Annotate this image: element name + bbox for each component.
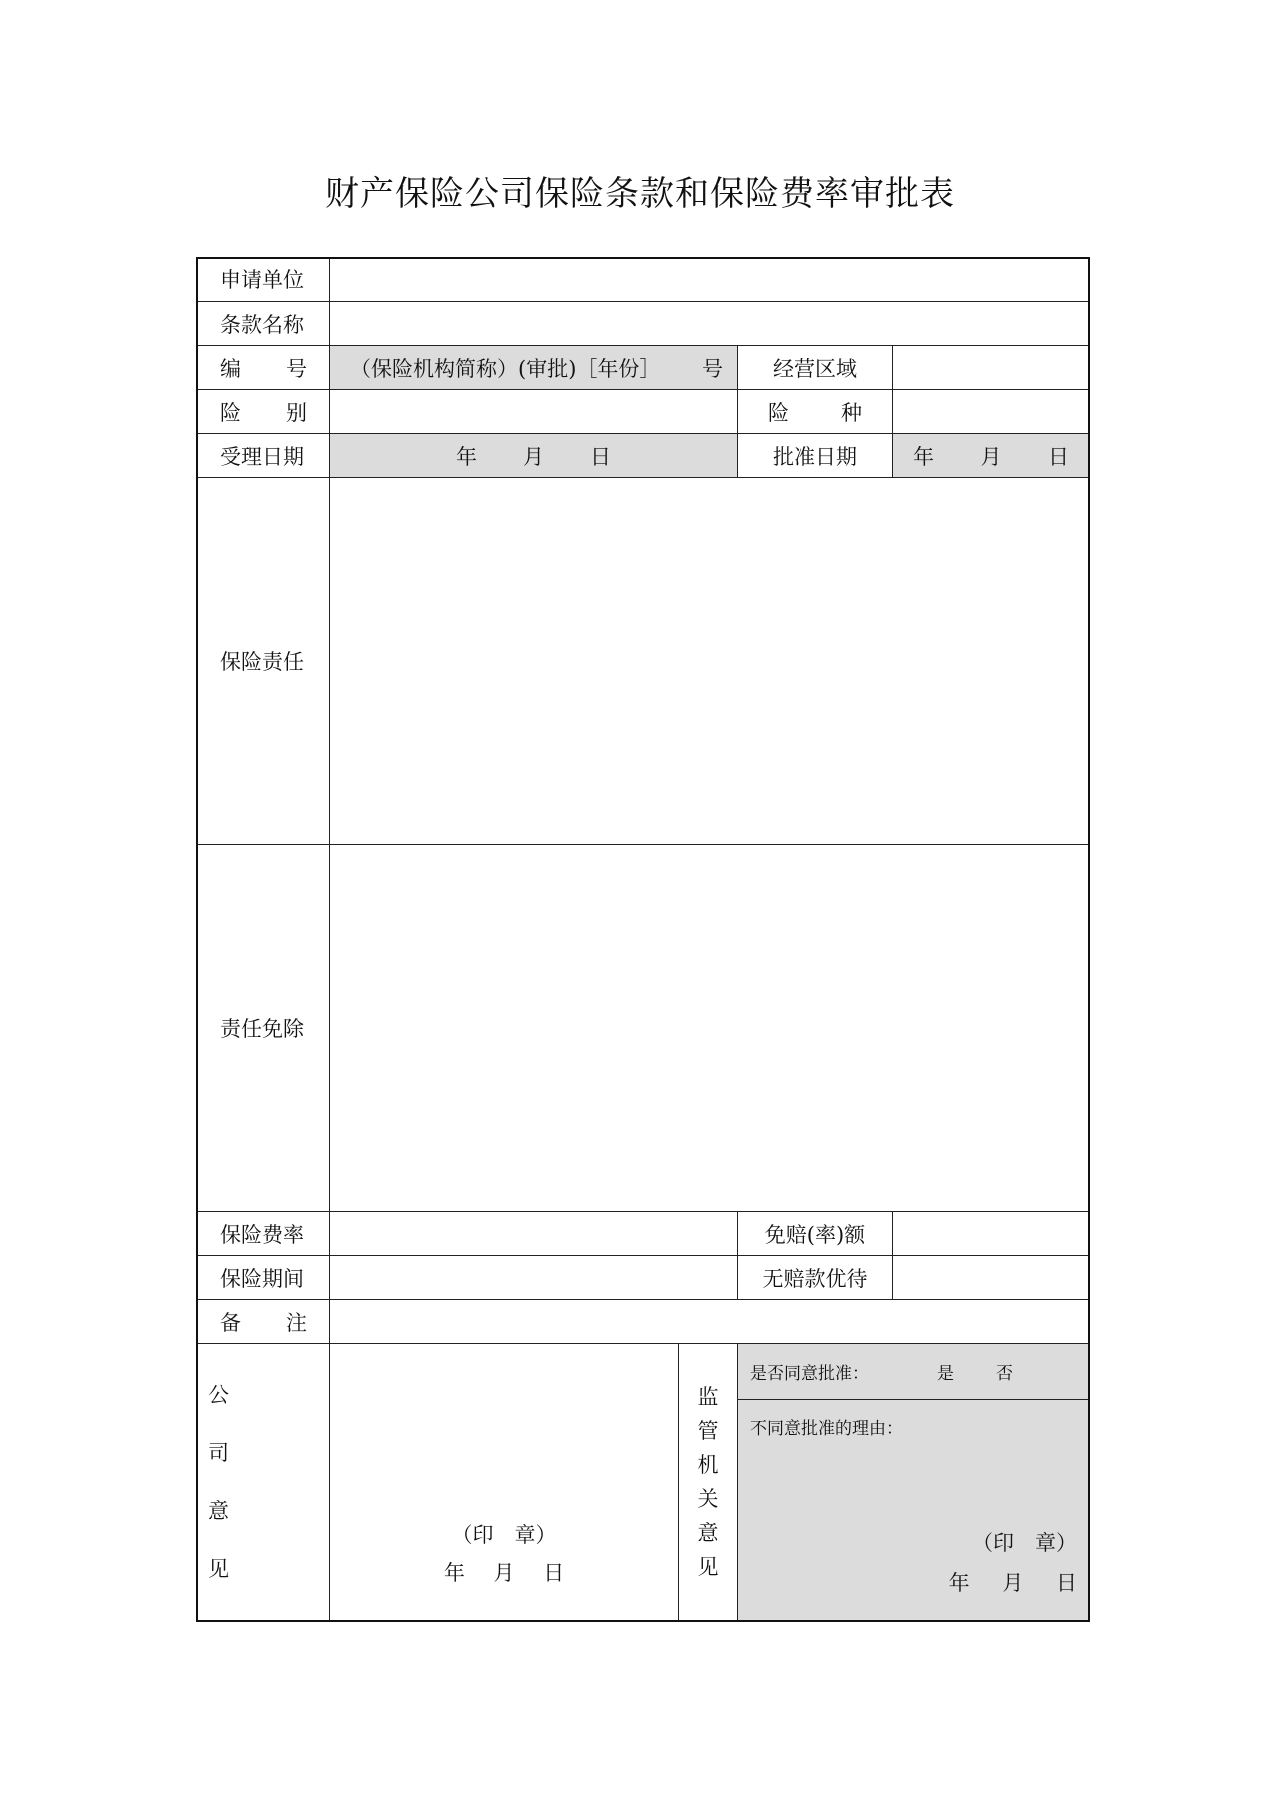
premium-rate-label: [196, 1212, 330, 1256]
insurance-type-char-2: 种: [841, 400, 862, 425]
region-label-text: 经营区域: [773, 356, 857, 381]
agree-yes-option[interactable]: 是: [937, 1364, 954, 1384]
regulator-char-4: 关: [697, 1487, 719, 1511]
company-date-day: 日: [543, 1561, 565, 1585]
region-field[interactable]: [893, 346, 1090, 390]
insurance-type-label: [738, 390, 893, 434]
regulator-char-5: 意: [697, 1521, 719, 1545]
number-label-char-1: 编: [220, 356, 241, 381]
company-date-month: 月: [493, 1561, 515, 1585]
regulator-opinion-date: [949, 1567, 1077, 1597]
no-claim-label-text: 无赔款优待: [762, 1266, 868, 1291]
approve-date-day: 日: [1048, 444, 1069, 469]
approve-date-label: [738, 434, 893, 478]
remark-label: [196, 1300, 330, 1344]
clause-name-label: [196, 302, 330, 346]
liability-label: [196, 478, 330, 845]
applicant-label: [196, 257, 330, 302]
regulator-reason-field[interactable]: [738, 1400, 1090, 1622]
deductible-label-text: 免赔(率)额: [764, 1222, 866, 1247]
approve-date-month: 月: [980, 444, 1002, 469]
agree-no-option[interactable]: 否: [996, 1364, 1013, 1384]
remark-char-1: 备: [220, 1310, 241, 1335]
page-title: 财产保险公司保险条款和保险费率审批表: [325, 174, 955, 214]
number-field[interactable]: [330, 346, 738, 390]
deductible-field[interactable]: [893, 1212, 1090, 1256]
period-label-text: 保险期间: [220, 1266, 304, 1291]
clause-name-label-text: 条款名称: [220, 312, 304, 337]
no-claim-label: [738, 1256, 893, 1300]
insurance-class-char-1: 险: [220, 400, 241, 425]
accept-date-field[interactable]: [330, 434, 738, 478]
accept-date-year: 年: [456, 444, 477, 469]
regulator-date-month: 月: [1002, 1571, 1024, 1595]
reason-label: 不同意批准的理由：: [750, 1419, 903, 1439]
insurance-type-field[interactable]: [893, 390, 1090, 434]
exclusion-label-text: 责任免除: [220, 1017, 304, 1041]
premium-rate-label-text: 保险费率: [220, 1222, 304, 1247]
company-opinion-date: [444, 1557, 564, 1587]
liability-label-text: 保险责任: [220, 650, 304, 674]
approve-date-field[interactable]: [893, 434, 1090, 478]
regulator-char-3: 机: [697, 1453, 719, 1477]
accept-date-day: 日: [590, 444, 611, 469]
company-opinion-field[interactable]: [330, 1344, 679, 1622]
approve-date-year: 年: [913, 444, 934, 469]
insurance-class-field[interactable]: [330, 390, 738, 434]
regulator-char-2: 管: [697, 1419, 719, 1443]
period-field[interactable]: [330, 1256, 738, 1300]
number-label: [196, 346, 330, 390]
insurance-class-label: [196, 390, 330, 434]
deductible-label: [738, 1212, 893, 1256]
approval-form: [196, 257, 1090, 1622]
premium-rate-field[interactable]: [330, 1212, 738, 1256]
applicant-field[interactable]: [330, 257, 1090, 302]
regulator-signature-block: [750, 1527, 1077, 1597]
remark-field[interactable]: [330, 1300, 1090, 1344]
number-value: （保险机构简称）(审批)［年份］: [350, 356, 661, 381]
regulator-date-day: 日: [1056, 1571, 1077, 1595]
accept-date-month: 月: [523, 444, 544, 469]
exclusion-field[interactable]: [330, 845, 1090, 1212]
applicant-label-text: 申请单位: [220, 268, 304, 292]
regulator-char-6: 见: [697, 1555, 719, 1579]
company-opinion-label: [196, 1344, 330, 1622]
company-opinion-char-2: 司: [208, 1441, 229, 1465]
company-opinion-char-1: 公: [208, 1383, 229, 1407]
approve-date-label-text: 批准日期: [773, 444, 857, 469]
remark-char-2: 注: [286, 1310, 307, 1335]
accept-date-label-text: 受理日期: [220, 444, 304, 469]
company-opinion-char-3: 意: [208, 1499, 229, 1523]
number-suffix: 号: [702, 356, 723, 381]
regulator-date-year: 年: [948, 1571, 970, 1595]
no-claim-field[interactable]: [893, 1256, 1090, 1300]
regulator-seal: （印 章）: [972, 1531, 1077, 1555]
regulator-agree-row: [738, 1344, 1090, 1400]
regulator-opinion-label: [679, 1344, 738, 1622]
liability-field[interactable]: [330, 478, 1090, 845]
company-seal: （印 章）: [451, 1523, 557, 1547]
company-opinion-char-4: 见: [208, 1557, 229, 1581]
number-label-char-2: 号: [286, 356, 307, 381]
company-date-year: 年: [443, 1561, 465, 1585]
period-label: [196, 1256, 330, 1300]
accept-date-label: [196, 434, 330, 478]
region-label: [738, 346, 893, 390]
agree-question: 是否同意批准：: [750, 1364, 869, 1384]
regulator-char-1: 监: [697, 1385, 719, 1409]
insurance-class-char-2: 别: [286, 400, 307, 425]
insurance-type-char-1: 险: [768, 400, 789, 425]
exclusion-label: [196, 845, 330, 1212]
clause-name-field[interactable]: [330, 302, 1090, 346]
